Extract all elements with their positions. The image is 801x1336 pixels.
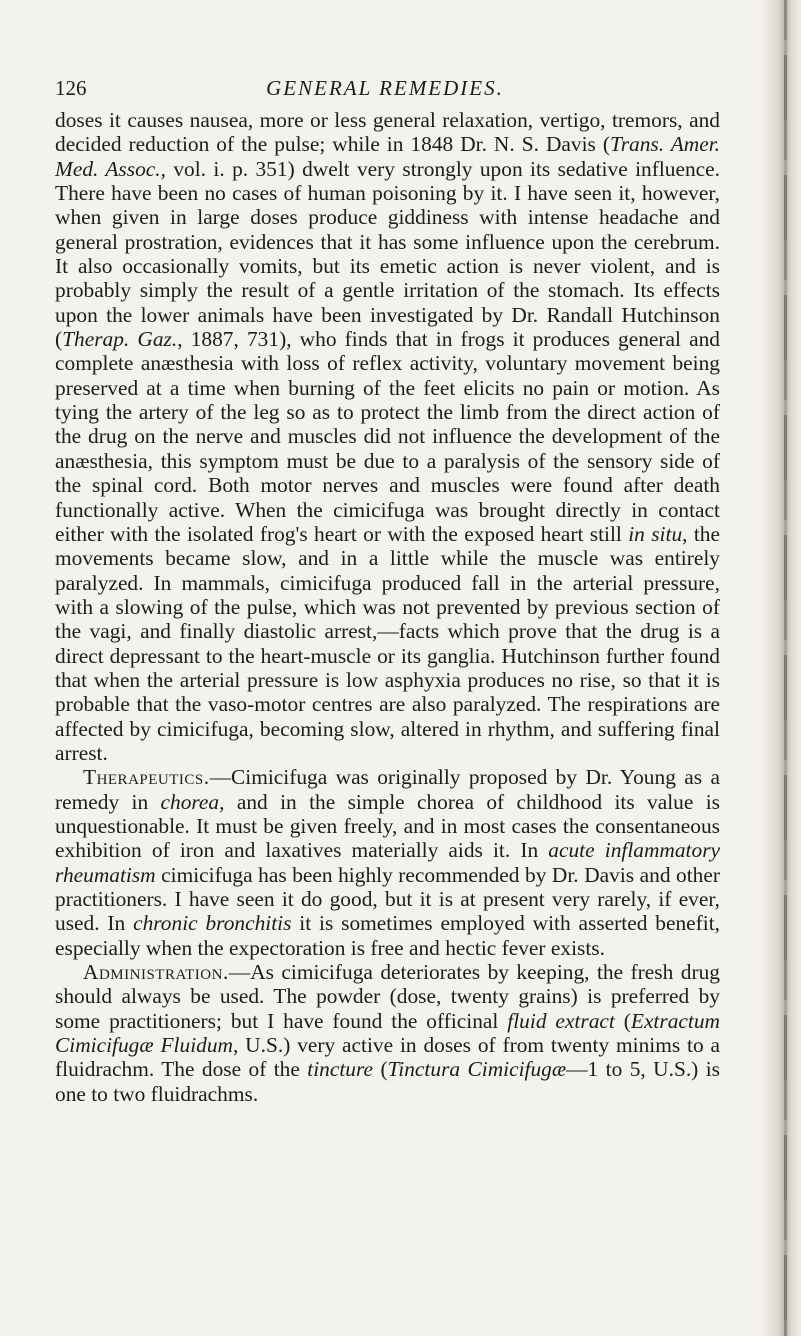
- latin-italic: in situ: [628, 521, 683, 546]
- text-run: (: [614, 1008, 631, 1033]
- text-run: doses it causes nausea, more or less general relaxation, vertigo, tremors, and decided reduction of the pulse; while in 1848 Dr. N. S. Davis (: [55, 108, 720, 157]
- disease-italic: acute inflammatory rheumatism: [55, 838, 721, 887]
- paragraph-pharmacology: [55, 108, 720, 765]
- disease-italic: chorea: [160, 789, 220, 814]
- disease-italic: chronic bronchitis: [133, 911, 292, 936]
- citation-italic: Therap. Gaz.: [62, 327, 178, 352]
- binding-shadow: [784, 0, 787, 1336]
- page-number: 126: [55, 76, 87, 100]
- text-run: , the movements became slow, and in a little while the muscle was entirely paralyzed. In mammals, cimicifuga produced fall in the arterial pressure, with a slowing of the pulse, which was not prevented by previous section of the vagi, and finally diastolic arrest,—facts which prove that the drug is a direct depressant to the heart-muscle or its ganglia. Hutchinson further found that when the arterial pressure is low asphyxia produces no rise, so that it is probable that the vaso-motor centres are also paralyzed. The respirations are affected by cimicifuga, becoming slow, altered in rhythm, and suffering final arrest.: [55, 521, 720, 765]
- preparation-italic: fluid extract: [507, 1008, 615, 1033]
- page-header: [55, 76, 715, 104]
- body-text: [55, 108, 720, 1106]
- page-binding-edge: [761, 0, 801, 1336]
- text-run: , U.S.) very active in doses of from twenty minims to a fluidrachm. The dose of the: [55, 1033, 720, 1082]
- text-run: , and in the simple chorea of childhood its value is unquestionable. It must be given freely, and in most cases the consentaneous exhibition of iron and laxatives materially aids it. In: [55, 789, 720, 863]
- text-run: , 1887, 731), who finds that in frogs it produces general and complete anæsthesia with loss of reflex activity, voluntary movement being preserved at a time when burning of the feet elicits no pain or motion. As tying the artery of the leg so as to protect the limb from the direct action of the drug on the nerve and muscles did not influence the development of the anæsthesia, this symptom must be due to a paralysis of the sensory side of the spinal cord. Both motor nerves and muscles were found after death functionally active. When the cimicifuga was brought directly in contact either with the isolated frog's heart or with the exposed heart still: [55, 327, 720, 546]
- preparation-italic: Tinctura Cimicifugæ: [387, 1057, 567, 1082]
- text-run: —1 to 5, U.S.) is one to two fluidrachms.: [55, 1057, 720, 1106]
- citation-italic: Trans. Amer. Med. Assoc.: [55, 132, 720, 181]
- section-heading-therapeutics: Therapeutics.: [83, 765, 210, 790]
- text-run: cimicifuga has been highly recommended by Dr. Davis and other practitioners. I have seen it do good, but it is at present very rarely, if ever, used. In: [55, 862, 720, 936]
- section-heading-administration: Administration.: [83, 960, 229, 985]
- text-run: —As cimicifuga deteriorates by keeping, the fresh drug should always be used. The powder (dose, twenty grains) is preferred by some practitioners; but I have found the officinal: [55, 960, 720, 1033]
- text-run: —Cimicifuga was originally proposed by Dr. Young as a remedy in: [55, 765, 720, 814]
- preparation-italic: tincture: [307, 1057, 374, 1082]
- paragraph-therapeutics: [55, 765, 720, 960]
- text-run: it is sometimes employed with asserted benefit, especially when the expectoration is free and hectic fever exists.: [55, 911, 721, 960]
- paragraph-administration: [55, 960, 720, 1106]
- preparation-italic: Extractum Cimicifugæ Fluidum: [55, 1008, 720, 1058]
- text-run: (: [373, 1057, 388, 1082]
- running-head: GENERAL REMEDIES.: [266, 76, 504, 100]
- text-run: , vol. i. p. 351) dwelt very strongly upon its sedative influence. There have been no cases of human poisoning by it. I have seen it, however, when given in large doses produce giddiness with intense headache and general prostration, evidences that it has some influence upon the cerebrum. It also occasionally vomits, but its emetic action is never violent, and is probably simply the result of a gentle irritation of the stomach. Its effects upon the lower animals have been investigated by Dr. Randall Hutchinson (: [55, 156, 720, 352]
